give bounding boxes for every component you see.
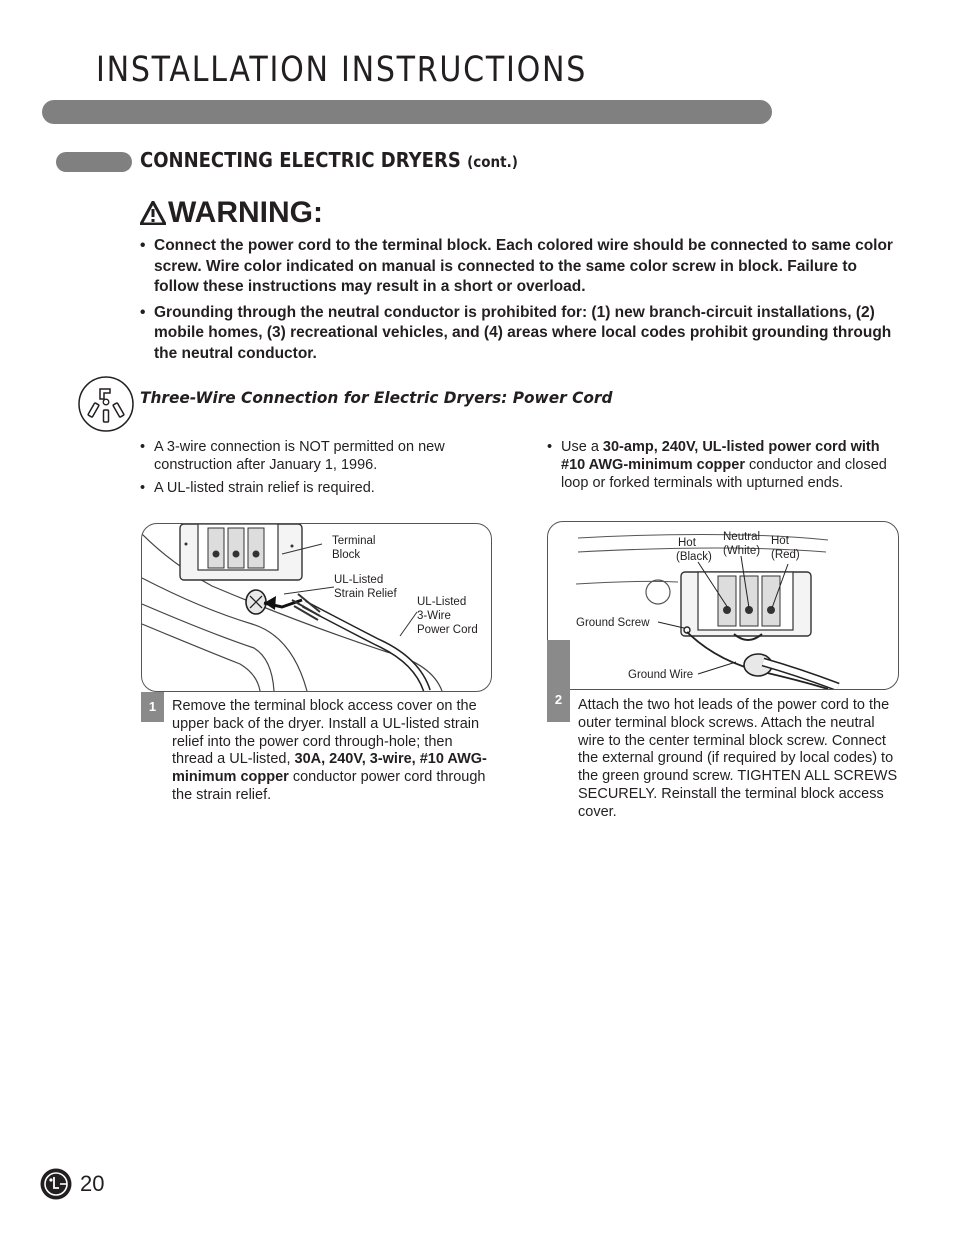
label-neutral-line1: Neutral (723, 531, 761, 543)
label-hot-black-line2: (Black) (676, 551, 712, 563)
bullet-suffix: conductor and closed loop or forked terminals with upturned ends. (561, 457, 887, 491)
label-hot-black-line1: Hot (678, 537, 696, 549)
label-power-cord-line1: UL-Listed (417, 596, 467, 608)
label-neutral-line2: (White) (723, 545, 761, 557)
label-terminal-block-line2: Block (332, 549, 361, 561)
page-number: 20 (80, 1171, 105, 1196)
section-heading-text: CONNECTING ELECTRIC DRYERS (140, 148, 461, 172)
bullet-item: • A 3-wire connection is NOT permitted on new construction after January 1, 1996. (140, 438, 500, 474)
label-terminal-block-line1: Terminal (332, 535, 376, 547)
warning-list (140, 236, 900, 369)
step-1-text-b: conductor power cord through the strain relief. (172, 769, 486, 803)
warning-heading (140, 196, 323, 230)
warning-heading-text: WARNING: (168, 196, 323, 229)
subsection-heading: Three-Wire Connection for Electric Dryers: Power Cord (140, 388, 613, 407)
step-2-number: 2 (554, 692, 563, 707)
three-prong-outlet-icon (78, 376, 134, 432)
figure-1-strain-relief (141, 523, 492, 692)
step-1-text (172, 698, 492, 805)
step-1-text-a: Remove the terminal block access cover on the upper back of the dryer. Install a UL-listed strain relief into the power cord through-hole; then thread a UL-listed, (172, 698, 480, 768)
label-strain-relief-line1: UL-Listed (334, 574, 384, 586)
step-1-text-bold: 30A, 240V, 3-wire, #10 AWG-minimum copper (172, 751, 487, 786)
bullet-item: • A UL-listed strain relief is required. (140, 479, 500, 497)
section-marker (56, 152, 132, 172)
step-2-text: Attach the two hot leads of the power cord to the outer terminal block screws. Attach the neutral wire to the center terminal block screw. Connect the external ground (if required by local codes) to the green ground screw. TIGHTEN ALL SCREWS SECURELY. Reinstall the terminal block access cover. (578, 697, 898, 820)
right-bullet-list (547, 438, 897, 497)
label-ground-wire: Ground Wire (628, 669, 694, 681)
bullet-bold: 30-amp, 240V, UL-listed power cord with #10 AWG-minimum copper (561, 439, 880, 473)
warning-item: • Connect the power cord to the terminal block. Each colored wire should be connected to same color screw. Wire color indicated on manual is connected to the same color screw in block. Failure to follow these instructions may result in a short or overload. (140, 236, 900, 298)
label-ground-screw: Ground Screw (576, 617, 650, 629)
section-heading (140, 148, 518, 172)
page-title: INSTALLATION INSTRUCTIONS (96, 50, 588, 90)
warning-item: • Grounding through the neutral conductor is prohibited for: (1) new branch-circuit installations, (2) mobile homes, (3) recreational vehicles, and (4) areas where local codes prohibit grounding through the neutral conductor. (140, 303, 900, 365)
section-heading-suffix: (cont.) (467, 153, 518, 171)
label-power-cord-line2: 3-Wire (417, 610, 451, 622)
lg-logo-icon (40, 1168, 72, 1200)
label-power-cord-line3: Power Cord (417, 624, 478, 636)
bullet-prefix: Use a (561, 439, 603, 455)
label-hot-red-line2: (Red) (771, 549, 800, 561)
figure-2-terminal-wiring (547, 521, 899, 690)
bullet-item (547, 438, 897, 492)
left-bullet-list (140, 438, 500, 502)
step-1-badge: 1 (141, 692, 164, 722)
label-hot-red-line1: Hot (771, 535, 789, 547)
step-2-badge (547, 640, 570, 722)
warning-icon (140, 201, 166, 225)
label-strain-relief-line2: Strain Relief (334, 588, 397, 600)
title-bar (42, 100, 772, 124)
